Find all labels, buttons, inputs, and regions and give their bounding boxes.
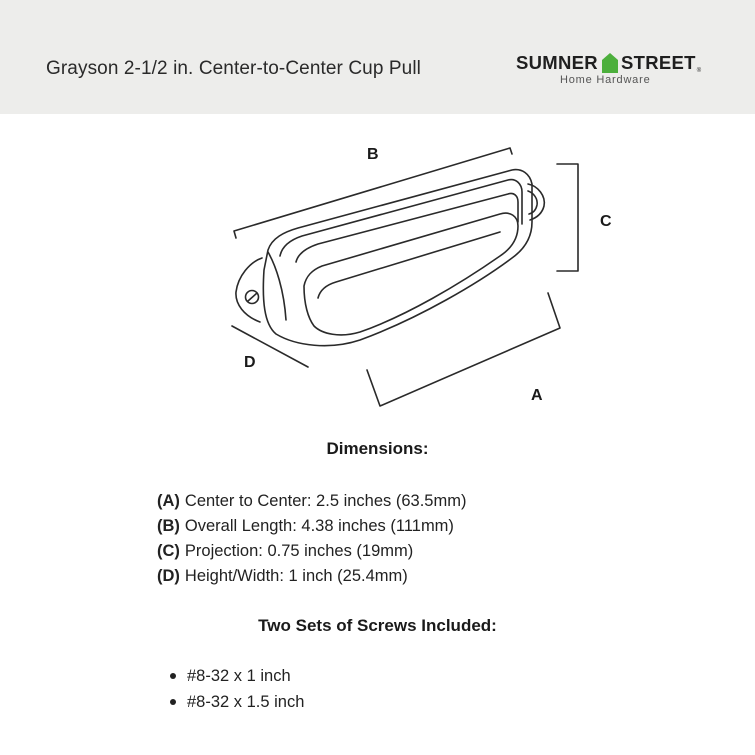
dimensions-list: [157, 489, 466, 589]
brand-name-part1: SUMNER: [516, 52, 598, 73]
product-title: Grayson 2-1/2 in. Center-to-Center Cup Pull: [46, 58, 421, 79]
cup-pull-body: [236, 170, 544, 346]
dimension-label-b: B: [367, 146, 379, 163]
cup-pull-drawing: [0, 114, 755, 434]
dimension-item-a: (A) Center to Center: 2.5 inches (63.5mm): [157, 492, 467, 510]
brand-tagline: Home Hardware: [560, 74, 651, 86]
screws-list: [170, 663, 304, 715]
dimensions-heading: Dimensions:: [326, 439, 429, 458]
dimension-label-d: D: [244, 354, 256, 371]
bullet-icon: [170, 699, 176, 705]
screw-item: #8-32 x 1 inch: [170, 663, 304, 689]
bullet-icon: [170, 673, 176, 679]
screw-item: #8-32 x 1.5 inch: [170, 689, 304, 715]
header-bar: [0, 0, 755, 114]
brand-logo: [516, 44, 726, 92]
screws-heading: Two Sets of Screws Included:: [258, 616, 497, 635]
dimension-bracket-c: [557, 164, 578, 271]
dimension-item-d: (D) Height/Width: 1 inch (25.4mm): [157, 567, 408, 585]
brand-name-part2: STREET: [620, 52, 696, 73]
registered-mark: ®: [696, 68, 702, 74]
dimension-label-c: C: [600, 213, 612, 230]
dimension-item-c: (C) Projection: 0.75 inches (19mm): [157, 542, 414, 560]
dimension-item-b: (B) Overall Length: 4.38 inches (111mm): [157, 517, 454, 535]
house-icon: [602, 53, 618, 73]
brand-name: [516, 52, 702, 74]
dimension-label-a: A: [531, 387, 543, 404]
